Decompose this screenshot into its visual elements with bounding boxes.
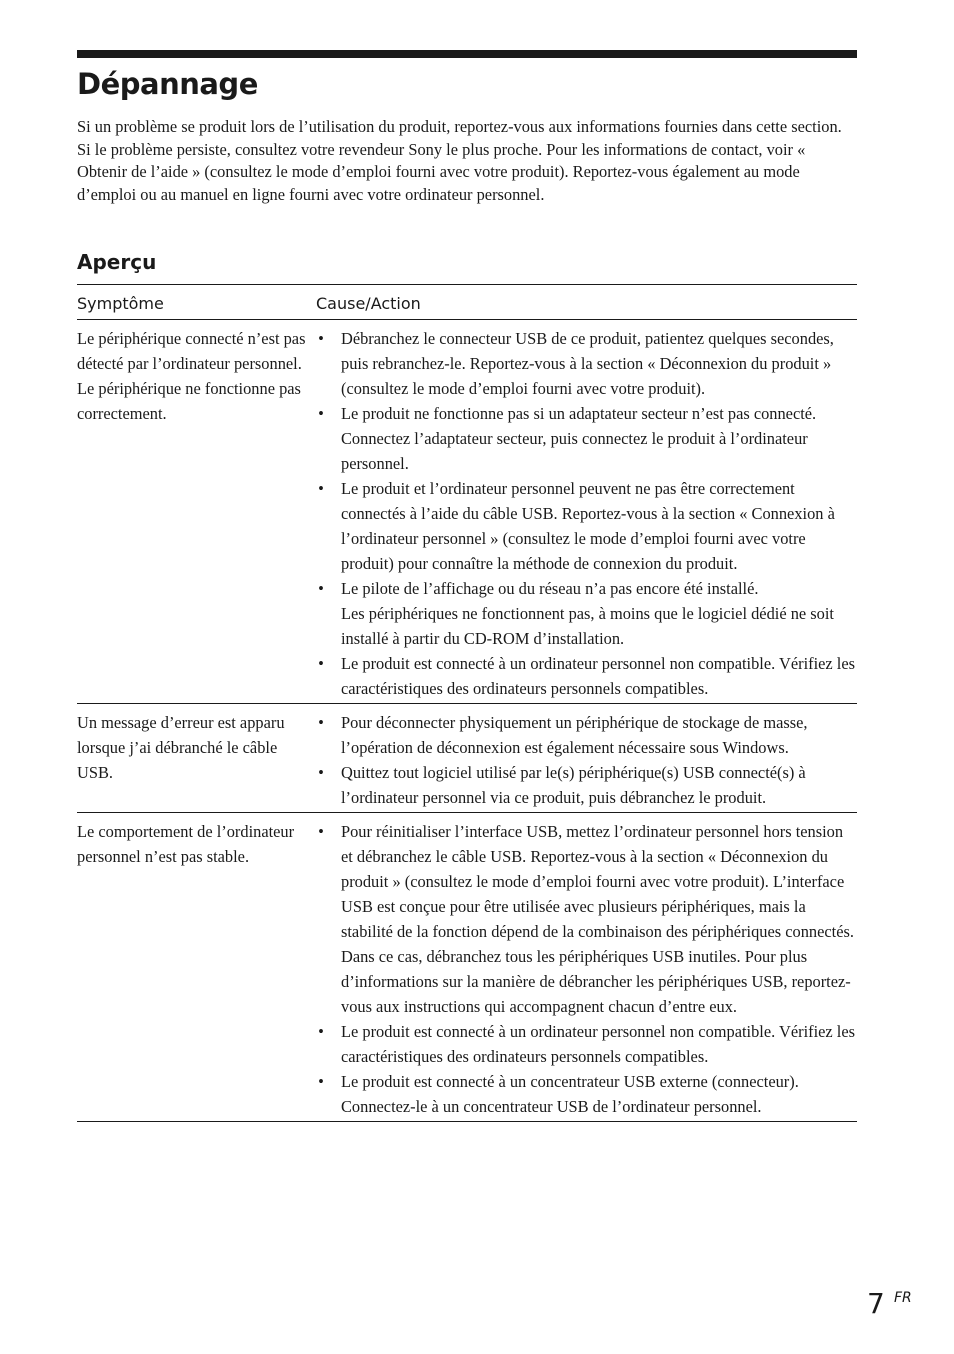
page-title: Dépannage bbox=[77, 67, 258, 101]
action-text: Le pilote de l’affichage ou du réseau n’a pas encore été installé. Les périphériques ne fonctionnent pas, à moins que le logiciel dédié ne soit installé à partir du CD-ROM d’installation. bbox=[341, 579, 834, 648]
action-list bbox=[316, 326, 857, 701]
cause-cell bbox=[316, 704, 857, 812]
bullet-icon: • bbox=[318, 329, 324, 348]
action-item bbox=[316, 326, 857, 401]
bullet-icon: • bbox=[318, 404, 324, 423]
bullet-icon: • bbox=[318, 479, 324, 498]
page-number: 7 bbox=[867, 1287, 885, 1320]
action-text: Le produit ne fonctionne pas si un adaptateur secteur n’est pas connecté. Connectez l’adaptateur secteur, puis connectez le produit à l’ordinateur personnel. bbox=[341, 404, 817, 473]
action-list bbox=[316, 819, 857, 1119]
action-text: Pour réinitialiser l’interface USB, mettez l’ordinateur personnel hors tension et débranchez le câble USB. Reportez-vous à la section « Déconnexion du produit » (consultez le mode d’emploi fourni avec votre produit). L’interface USB est conçue pour être utilisée avec plusieurs périphériques, mais la stabilité de la fonction dépend de la combinaison des périphériques connectés. Dans ce cas, débranchez tous les périphériques USB inutiles. Pour plus d’informations sur la manière de débrancher les périphériques USB, reportez-vous aux instructions qui accompagnent chacun d’entre eux. bbox=[341, 822, 854, 1016]
section-title: Aperçu bbox=[77, 250, 157, 274]
symptom-cell: Le périphérique connecté n’est pas détecté par l’ordinateur personnel. Le périphérique ne fonctionne pas correctement. bbox=[77, 329, 306, 423]
table-row bbox=[77, 813, 857, 1122]
action-item bbox=[316, 760, 857, 810]
page-language-label: FR bbox=[894, 1290, 912, 1306]
action-text: Quittez tout logiciel utilisé par le(s) périphérique(s) USB connecté(s) à l’ordinateur personnel via ce produit, puis débranchez le produit. bbox=[341, 763, 806, 807]
action-item bbox=[316, 1019, 857, 1069]
cause-cell bbox=[316, 320, 857, 703]
symptom-cell: Un message d’erreur est apparu lorsque j’ai débranché le câble USB. bbox=[77, 713, 285, 782]
intro-paragraph: Si un problème se produit lors de l’utilisation du produit, reportez-vous aux informations fournies dans cette section. Si le problème persiste, consultez votre revendeur Sony le plus proche. Pour les informations de contact, voir « Obtenir de l’aide » (consultez le mode d’emploi fourni avec votre produit). Reportez-vous également au mode d’emploi ou au manuel en ligne fourni avec votre ordinateur personnel. bbox=[77, 117, 842, 205]
action-text: Pour déconnecter physiquement un périphérique de stockage de masse, l’opération de déconnexion est également nécessaire sous Windows. bbox=[341, 713, 808, 757]
column-header-cause: Cause/Action bbox=[316, 294, 421, 313]
action-item bbox=[316, 819, 857, 1019]
symptom-cell: Le comportement de l’ordinateur personnel n’est pas stable. bbox=[77, 822, 295, 866]
top-rule bbox=[77, 50, 857, 58]
action-item bbox=[316, 710, 857, 760]
action-item bbox=[316, 476, 857, 576]
column-header-symptom: Symptôme bbox=[77, 294, 164, 313]
action-item bbox=[316, 401, 857, 476]
action-list bbox=[316, 710, 857, 810]
table-row bbox=[77, 704, 857, 813]
troubleshooting-table bbox=[77, 284, 857, 1122]
table-row bbox=[77, 320, 857, 704]
bullet-icon: • bbox=[318, 654, 324, 673]
action-text: Le produit est connecté à un concentrateur USB externe (connecteur). Connectez-le à un concentrateur USB de l’ordinateur personnel. bbox=[341, 1072, 799, 1116]
bullet-icon: • bbox=[318, 1022, 324, 1041]
bullet-icon: • bbox=[318, 579, 324, 598]
action-text: Le produit est connecté à un ordinateur personnel non compatible. Vérifiez les caractéristiques des ordinateurs personnels compatibles. bbox=[341, 654, 855, 698]
action-text: Débranchez le connecteur USB de ce produit, patientez quelques secondes, puis rebranchez-le. Reportez-vous à la section « Déconnexion du produit » (consultez le mode d’emploi fourni avec votre produit). bbox=[341, 329, 834, 398]
bullet-icon: • bbox=[318, 713, 324, 732]
action-item bbox=[316, 1069, 857, 1119]
cause-cell bbox=[316, 813, 857, 1121]
action-text: Le produit et l’ordinateur personnel peuvent ne pas être correctement connectés à l’aide du câble USB. Reportez-vous à la section « Connexion à l’ordinateur personnel » (consultez le mode d’emploi fourni avec votre produit) pour connaître la méthode de connexion du produit. bbox=[341, 479, 835, 573]
action-item bbox=[316, 576, 857, 651]
bullet-icon: • bbox=[318, 763, 324, 782]
action-item bbox=[316, 651, 857, 701]
action-text: Le produit est connecté à un ordinateur personnel non compatible. Vérifiez les caractéristiques des ordinateurs personnels compatibles. bbox=[341, 1022, 855, 1066]
bullet-icon: • bbox=[318, 1072, 324, 1091]
bullet-icon: • bbox=[318, 822, 324, 841]
table-header bbox=[77, 285, 857, 320]
